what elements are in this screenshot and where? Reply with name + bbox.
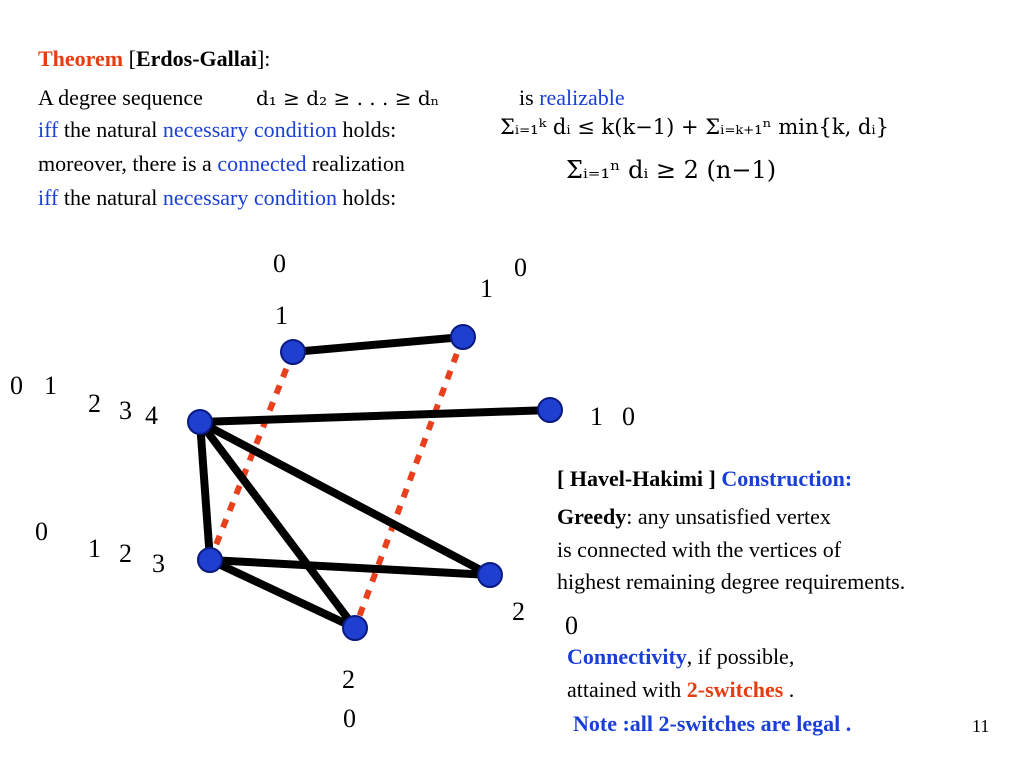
deg-bottom-2: 2 [342, 665, 355, 694]
page-number: 11 [972, 716, 990, 736]
edge-a-rightbottom [200, 422, 490, 575]
bracket-close: ]: [256, 46, 271, 71]
note-line: Note :all 2-switches are legal . [573, 711, 852, 736]
attained-text: attained with [567, 677, 682, 702]
realizable-word: realizable [539, 85, 625, 110]
degree-sequence-formula: d₁ ≥ d₂ ≥ . . . ≥ dₙ [256, 86, 440, 110]
iff-word: iff [38, 117, 59, 142]
vertex-right-bottom [478, 563, 502, 587]
deg-lt-1: 1 [44, 371, 57, 400]
attained-period: . [783, 677, 795, 702]
deg-topright-0: 0 [514, 253, 527, 282]
deg-right-0: 0 [622, 402, 635, 431]
connectivity-label: Connectivity [567, 644, 687, 669]
connected-word: connected [217, 151, 307, 176]
edge-b-rightbottom [210, 560, 490, 575]
deg-right-1: 1 [590, 402, 603, 431]
deg-lb-1: 1 [88, 534, 101, 563]
deg-lt-3: 3 [119, 396, 132, 425]
holds-word-2: holds: [342, 185, 397, 210]
greedy-line-3: highest remaining degree requirements. [557, 569, 906, 594]
havel-hakimi-label: [ Havel-Hakimi ] [557, 466, 716, 491]
deg-topright-1: 1 [480, 274, 493, 303]
greedy-text: : any unsatisfied vertex [626, 504, 831, 529]
theorem-name: Erdos-Gallai [135, 46, 257, 71]
natural-word: the natural [63, 117, 158, 142]
connectivity-line [567, 644, 794, 670]
construction-label: Construction: [721, 466, 853, 491]
deg-top-0: 0 [273, 249, 286, 278]
moreover-text: moreover, there is a [38, 151, 212, 176]
greedy-line-2: is connected with the vertices of [557, 537, 842, 562]
deg-top-1: 1 [275, 301, 288, 330]
natural-word-2: the natural [63, 185, 158, 210]
edge-a-b [200, 422, 210, 560]
theorem-line-2-prefix: A degree sequence [38, 85, 203, 110]
theorem-label: Theorem [38, 46, 124, 71]
deg-lt-4: 4 [145, 401, 158, 430]
is-word: is [519, 85, 534, 110]
edge-a-right [200, 410, 550, 422]
two-switches-label: 2-switches [686, 677, 784, 702]
realization-word: realization [312, 151, 405, 176]
vertex-right [538, 398, 562, 422]
iff-word-2: iff [38, 185, 59, 210]
edge-top-topright [293, 337, 463, 352]
greedy-label: Greedy [557, 504, 627, 529]
deg-bottom-0: 0 [343, 704, 356, 733]
vertex-left-bottom [198, 548, 222, 572]
deg-lb-2: 2 [119, 539, 132, 568]
attained-line [567, 677, 794, 703]
greedy-line [557, 504, 831, 530]
deg-lb-0: 0 [35, 517, 48, 546]
holds-word: holds: [342, 117, 397, 142]
erdos-gallai-inequality: Σᵢ₌₁ᵏ dᵢ ≤ k(k−1) + Σᵢ₌ₖ₊₁ⁿ min{k, dᵢ} [500, 115, 889, 139]
vertex-left-top [188, 410, 212, 434]
deg-rb-2: 2 [512, 597, 525, 626]
connectivity-inequality: Σᵢ₌₁ⁿ dᵢ ≥ 2 (n−1) [566, 156, 777, 184]
deg-lt-2: 2 [88, 389, 101, 418]
necessary-condition: necessary condition [162, 117, 337, 142]
deg-lb-3: 3 [152, 549, 165, 578]
deg-lt-0: 0 [10, 371, 23, 400]
necessary-condition-2: necessary condition [162, 185, 337, 210]
bracket-open: [ [128, 46, 136, 71]
havel-hakimi-title [557, 466, 852, 492]
deg-rb-0: 0 [565, 611, 578, 640]
vertex-topright [451, 325, 475, 349]
vertex-top [281, 340, 305, 364]
connectivity-text: , if possible, [686, 644, 795, 669]
switch-edge-right [355, 337, 463, 628]
vertex-bottom [343, 616, 367, 640]
